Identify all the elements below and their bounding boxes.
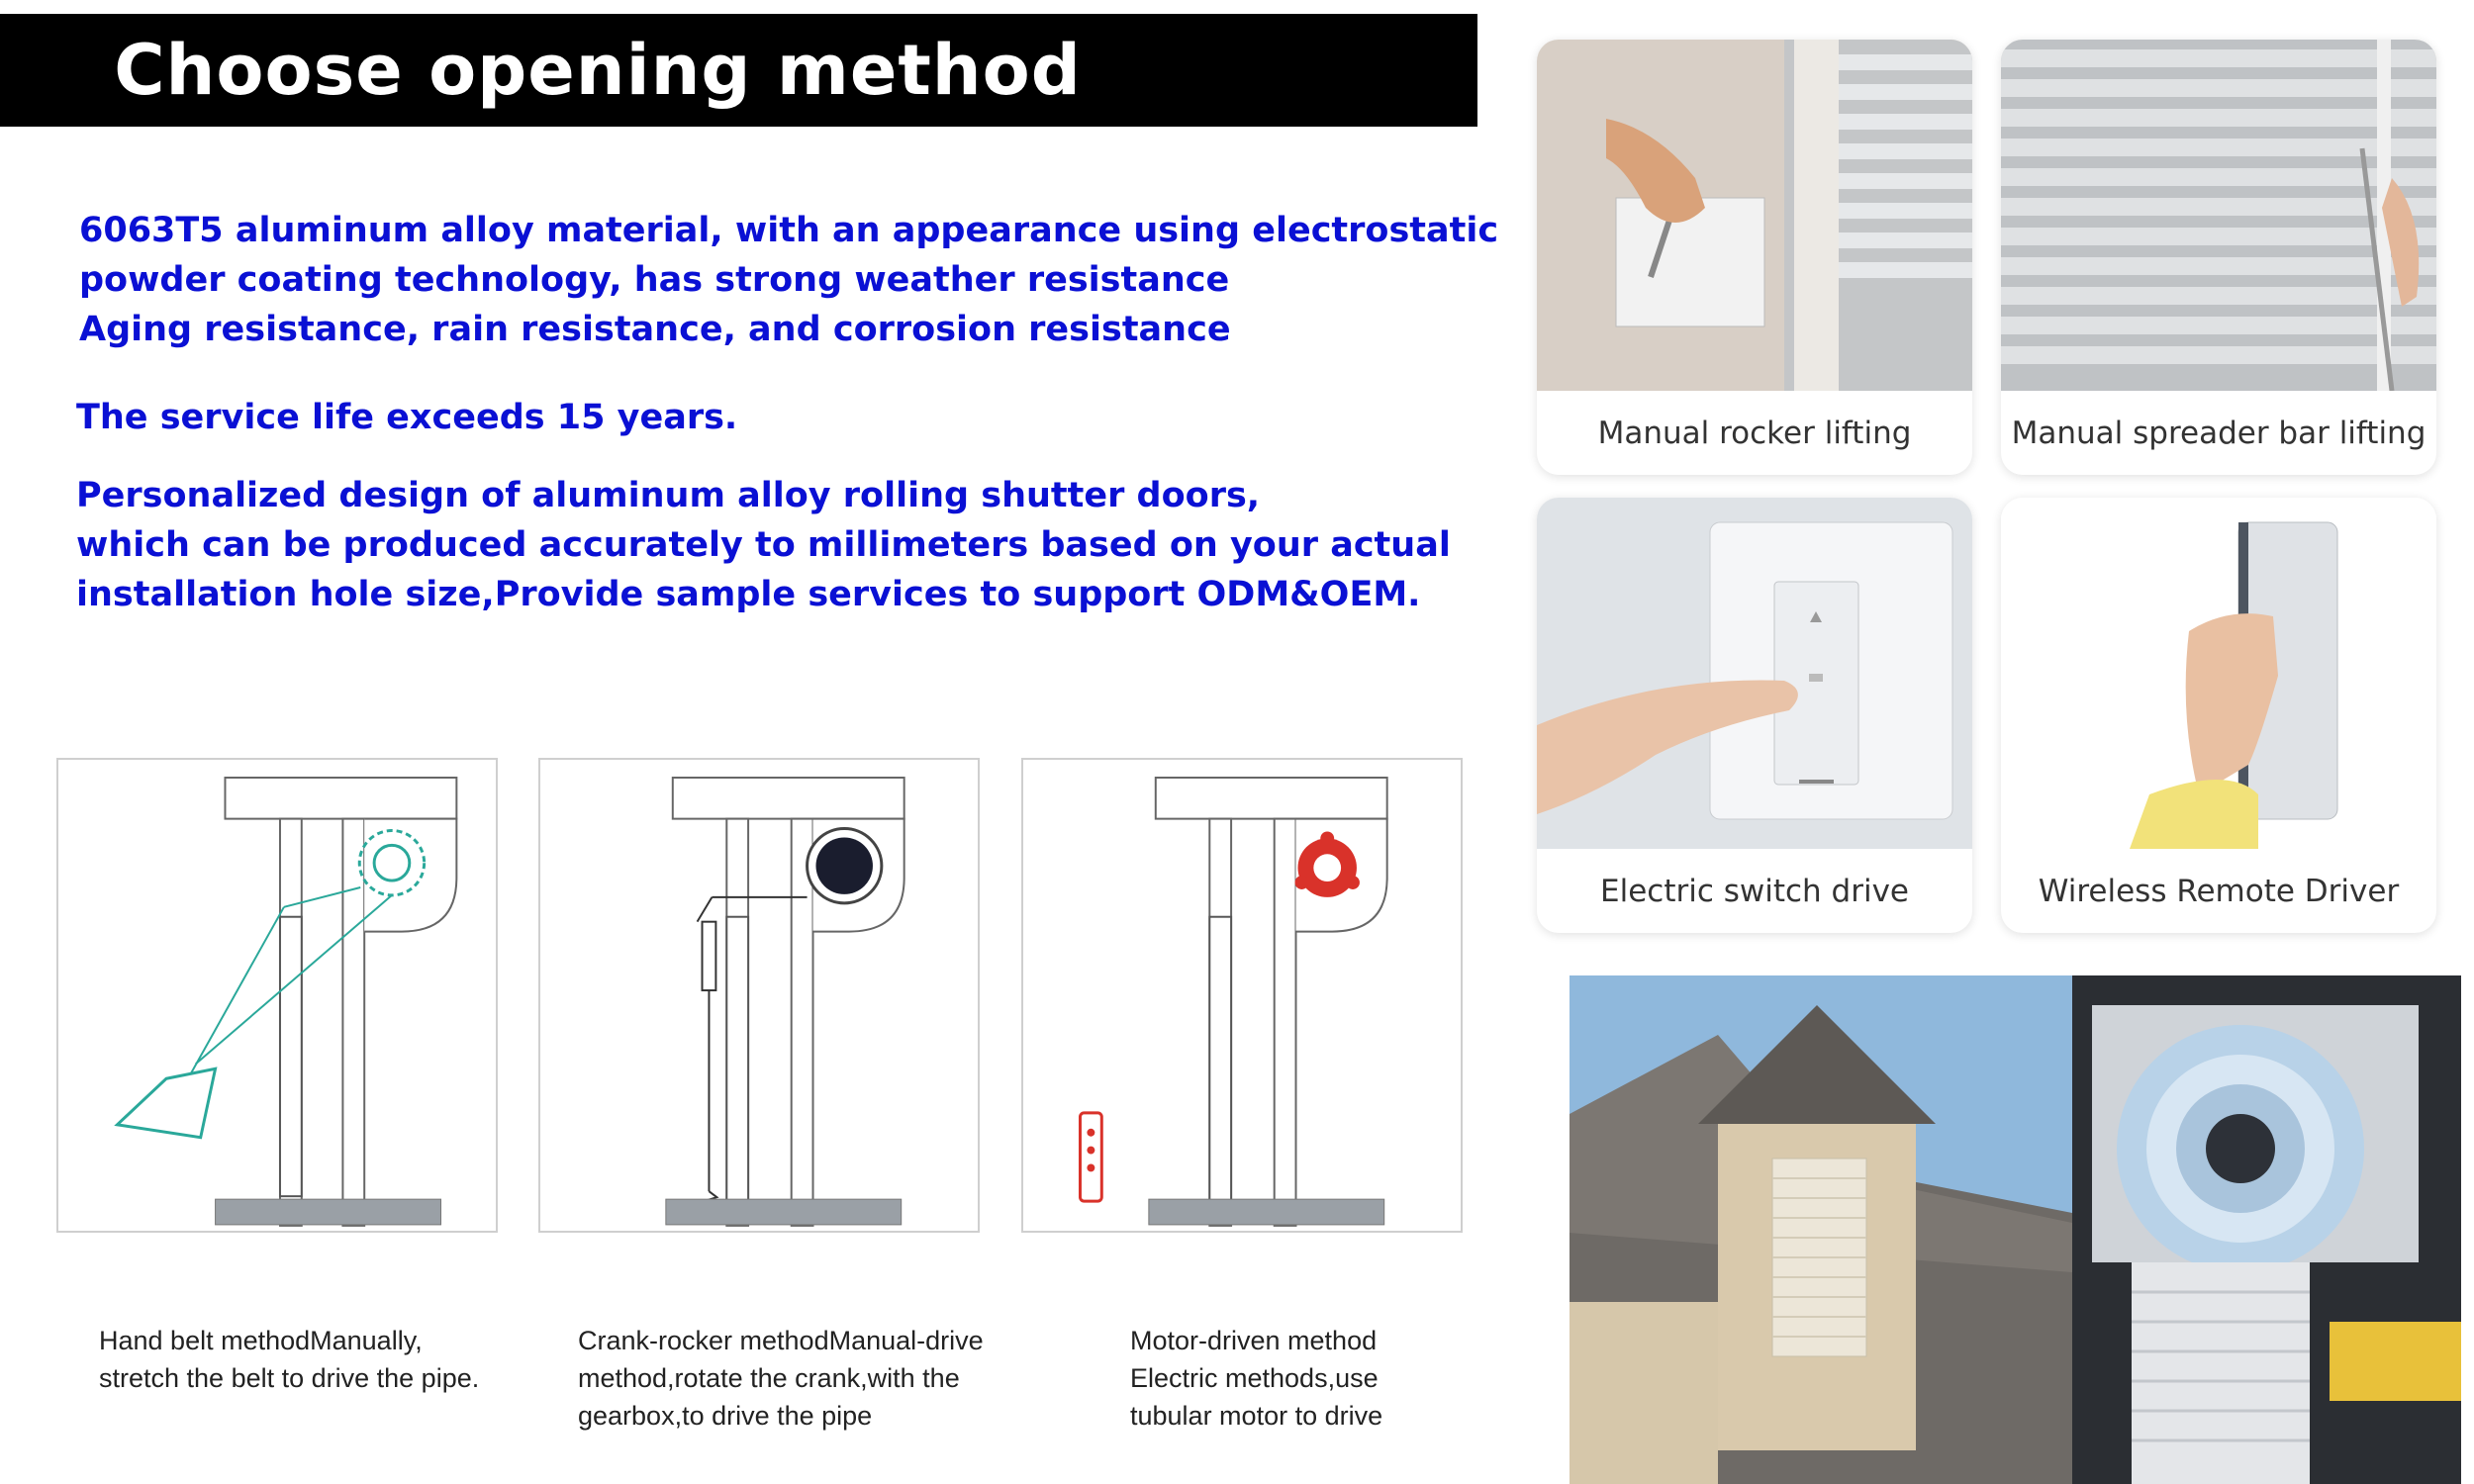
caption-line: Hand belt methodManually, (99, 1326, 423, 1355)
motor-driven-diagram (1021, 758, 1463, 1233)
option-card-electric-switch (1537, 498, 1972, 933)
intro-line: powder coating technology, has strong weather resistance (79, 260, 1230, 300)
personalized-line: which can be produced accurately to millimeters based on your actual (76, 525, 1451, 565)
caption-line: stretch the belt to drive the pipe. (99, 1363, 480, 1393)
page-title-bar (0, 14, 1477, 127)
caption-line: Motor-driven method (1130, 1326, 1378, 1355)
option-card-manual-rocker (1537, 40, 1972, 475)
method-caption-hand-belt (99, 1322, 479, 1397)
option-card-wireless-remote (2001, 498, 2436, 933)
shutter-roll-photo (2072, 975, 2461, 1484)
option-card-spreader-bar (2001, 40, 2436, 475)
caption-line: gearbox,to drive the pipe (578, 1401, 873, 1431)
electric-switch-photo (1537, 498, 1972, 849)
intro-line: 6063T5 aluminum alloy material, with an appearance using electrostatic (79, 211, 1499, 250)
caption-line: Crank-rocker methodManual-drive (578, 1326, 984, 1355)
caption-line: method,rotate the crank,with the (578, 1363, 960, 1393)
crank-rocker-diagram (538, 758, 980, 1233)
hand-belt-diagram (56, 758, 498, 1233)
option-label: Manual spreader bar lifting (2011, 415, 2426, 451)
wireless-remote-photo (2001, 498, 2436, 849)
option-label: Wireless Remote Driver (2038, 873, 2400, 909)
caption-line: tubular motor to drive (1130, 1401, 1383, 1431)
manual-rocker-photo (1537, 40, 1972, 391)
spreader-bar-photo (2001, 40, 2436, 391)
personalized-line: installation hole size,Provide sample services to support ODM&OEM. (76, 575, 1421, 614)
house-shutter-photo (1570, 975, 2072, 1484)
option-label: Electric switch drive (1600, 873, 1909, 909)
service-life-text: The service life exceeds 15 years. (76, 398, 738, 437)
page-title: Choose opening method (114, 30, 1082, 111)
intro-text (79, 206, 1498, 354)
personalized-text (76, 471, 1451, 619)
option-label: Manual rocker lifting (1597, 415, 1912, 451)
intro-line: Aging resistance, rain resistance, and corrosion resistance (79, 310, 1231, 349)
caption-line: Electric methods,use (1130, 1363, 1379, 1393)
personalized-line: Personalized design of aluminum alloy rolling shutter doors, (76, 476, 1261, 515)
method-caption-crank-rocker (578, 1322, 984, 1435)
method-caption-motor (1130, 1322, 1382, 1435)
